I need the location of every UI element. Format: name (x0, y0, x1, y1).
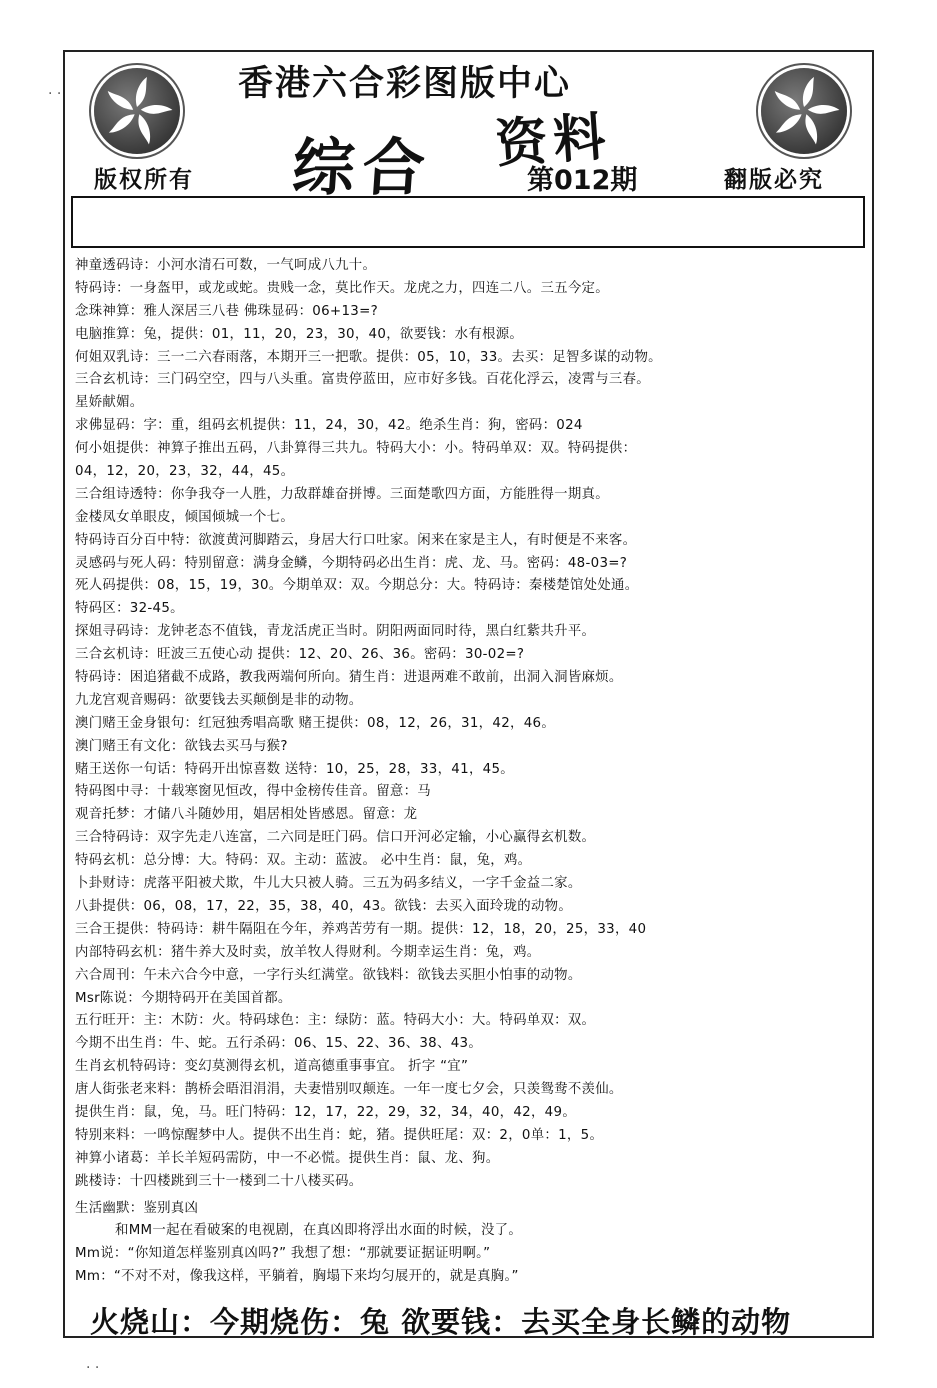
content-line: 死人码提供：08，15，19，30。今期单双：双。今期总分：大。特码诗：秦楼楚馆处处通。 (75, 578, 639, 594)
content-line: 特别来料：一鸣惊醒梦中人。提供不出生肖：蛇，猪。提供旺尾：双：2，0单：1，5。 (75, 1127, 604, 1143)
content-line: 生活幽默：鉴别真凶 (75, 1200, 199, 1216)
content-line: 灵感码与死人码：特别留意：满身金鳞，今期特码必出生肖：虎、龙、马。密码：48-03=? (75, 555, 628, 571)
content-line: 三合组诗透特：你争我夺一人胜，力敌群雄奋拼博。三面楚歌四方面，方能胜得一期真。 (75, 486, 609, 502)
content-line: 三合玄机诗：三门码空空，四与八头重。富贵停蓝田，应市好多钱。百花化浮云，凌霄与三春。 (75, 372, 651, 388)
content-line: 特码诗百分百中特：欲渡黄河脚踏云，身居大行口吐家。闲来在家是主人，有时便是不来客。 (75, 532, 637, 548)
content-line: 探姐寻码诗：龙钟老态不值钱，青龙活虎正当时。阴阳两面同时待，黑白红紫共升平。 (75, 624, 596, 640)
content-line: 何姐双乳诗：三一二六春雨落，本期开三一把歌。提供：05，10，33。去买：足智多谋的动物。 (75, 349, 662, 365)
hk-bauhinia-emblem-right (761, 68, 847, 154)
content-line: 跳楼诗：十四楼跳到三十一楼到二十八楼买码。 (75, 1173, 363, 1189)
content-line: Msr陈说：今期特码开在美国首都。 (75, 990, 292, 1006)
content-line: 特码区：32-45。 (75, 601, 184, 617)
content-line: 特码诗：困追猪截不成路，教我两端何所向。猜生肖：进退两难不敢前，出洞入洞皆麻烦。 (75, 670, 623, 686)
content-line: 三合玄机诗：旺波三五使心动 提供：12、20、26、36。密码：30-02=? (75, 647, 525, 663)
copyright-label: 版权所有 (94, 167, 194, 193)
content-line: 特码玄机：总分博：大。特码：双。主动：蓝波。 必中生肖：鼠，兔，鸡。 (75, 853, 532, 869)
content-line: 九龙宫观音赐码：欲要钱去买颠倒是非的动物。 (75, 692, 363, 708)
content-line: 唐人街张老来料：鹊桥会晤泪涓涓，夫妻惜别叹颠连。一年一度七夕会，只羡鸳鸯不羡仙。 (75, 1082, 623, 1098)
content-line: 内部特码玄机：猪牛养大及时卖，放羊牧人得财利。今期幸运生肖：兔，鸡。 (75, 944, 541, 960)
footer-slogan: 火烧山：今期烧伤：兔 欲要钱：去买全身长鳞的动物 (90, 1305, 792, 1339)
content-line: 澳门赌王有文化：欲钱去买马与猴? (75, 738, 288, 754)
content-line: 澳门赌王金身银句：红冠独秀唱高歌 赌王提供：08，12，26，31，42，46。 (75, 715, 556, 731)
content-line: 今期不出生肖：牛、蛇。五行杀码：06、15、22、36、38、43。 (75, 1036, 483, 1052)
corner-dots-bottom: . . (86, 1356, 100, 1372)
big-title-left: 综合 (290, 131, 436, 204)
content-line: 赌王送你一句话：特码开出惊喜数 送特：10，25，28，33，41，45。 (75, 761, 514, 777)
content-line: 特码图中寻：十载寒窗见恒改，得中金榜传佳音。留意：马 (75, 784, 431, 800)
header-title: 香港六合彩图版中心 (238, 63, 572, 104)
content-line: 卜卦财诗：虎落平阳被犬欺，牛儿大只被人骑。三五为码多结义，一字千金益二家。 (75, 876, 582, 892)
content-line: 何小姐提供：神算子推出五码，八卦算得三共九。特码大小：小。特码单双：双。特码提供： (75, 441, 637, 457)
content-line: 五行旺开：主：木防：火。特码球色：主：绿防：蓝。特码大小：大。特码单双：双。 (75, 1013, 596, 1029)
bauhinia-icon (761, 68, 847, 154)
corner-dots-top: . . (48, 82, 62, 98)
content-line: 六合周刊：午未六合今中意，一字行头红满堂。欲钱料：欲钱去买胆小怕事的动物。 (75, 967, 582, 983)
empty-banner-box (71, 196, 865, 248)
content-line: Mm说：“你知道怎样鉴别真凶吗?” 我想了想：“那就要证据证明啊。” (75, 1246, 491, 1262)
no-copy-label: 翻版必究 (724, 167, 824, 193)
content-line: 念珠神算：雅人深居三八巷 佛珠显码：06+13=? (75, 303, 379, 319)
issue-number: 第012期 (527, 165, 638, 196)
content-line: 神算小诸葛：羊长羊短码需防，中一不必慌。提供生肖：鼠、龙、狗。 (75, 1150, 500, 1166)
content-line: 提供生肖：鼠，兔，马。旺门特码：12，17，22，29，32，34，40，42，49。 (75, 1104, 577, 1120)
content-line: 神童透码诗：小河水清石可数，一气呵成八九十。 (75, 258, 377, 273)
content-line: 星娇献媚。 (75, 395, 144, 411)
content-line: 特码诗：一身盔甲，或龙或蛇。贵贱一念，莫比作天。龙虎之力，四连二八。三五今定。 (75, 280, 609, 296)
hk-bauhinia-emblem-left (94, 68, 180, 154)
content-line: 三合王提供：特码诗：耕牛隔阻在今年，养鸡苦劳有一期。提供：12，18，20，25，33，40 (75, 921, 647, 937)
content-line: 和MM一起在看破案的电视剧，在真凶即将浮出水面的时候，没了。 (115, 1223, 523, 1239)
content-line: 求佛显码：字：重，组码玄机提供：11，24，30，42。绝杀生肖：狗，密码：024 (75, 418, 583, 434)
content-line: 金楼凤女单眼皮，倾国倾城一个七。 (75, 509, 295, 525)
content-line: 电脑推算：兔，提供：01，11，20，23，30，40，欲要钱：水有根源。 (75, 326, 524, 342)
content-line: Mm：“不对不对，像我这样，平躺着，胸塌下来均匀展开的，就是真胸。” (75, 1269, 519, 1285)
big-title-right: 资料 (493, 106, 614, 175)
content-line: 观音托梦：才储八斗随妙用，娼居相处皆感恩。留意：龙 (75, 807, 418, 823)
content-lines (75, 255, 870, 1289)
content-line: 八卦提供：06，08，17，22，35，38，40，43。欲钱：去买入面玲珑的动物。 (75, 898, 573, 914)
content-line: 生肖玄机特码诗：变幻莫测得玄机，道高德重事事宜。 折字 “宜” (75, 1059, 469, 1075)
bauhinia-icon (94, 68, 180, 154)
content-line: 04，12，20，23，32，44，45。 (75, 464, 295, 480)
content-line: 三合特码诗：双字先走八连富，二六同是旺门码。信口开河必定输，小心赢得玄机数。 (75, 830, 596, 846)
